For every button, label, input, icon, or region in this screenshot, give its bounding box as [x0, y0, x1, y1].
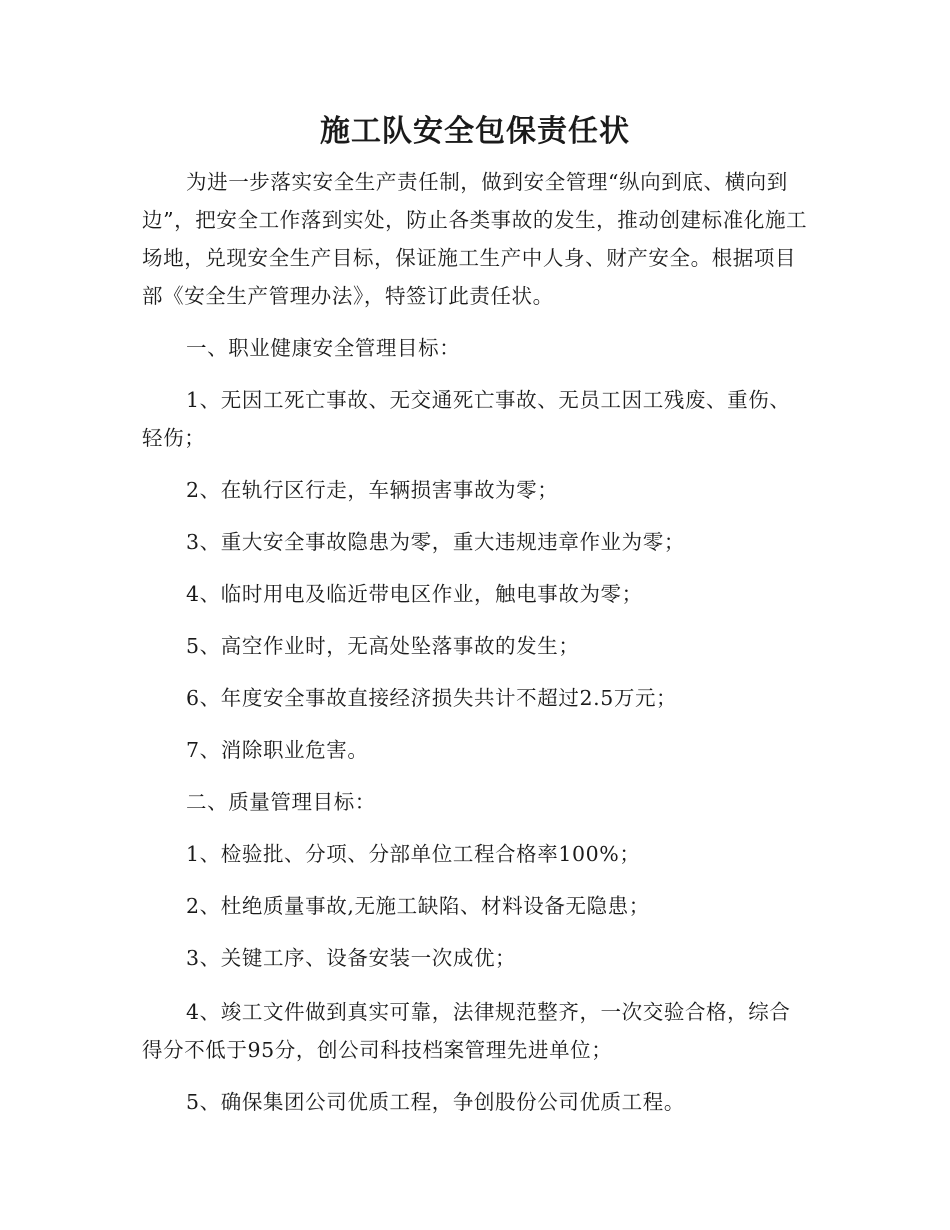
document-title: 施工队安全包保责任状 [320, 114, 630, 149]
section-heading-health-safety: 一、职业健康安全管理目标： [186, 336, 461, 360]
health-safety-item: 3、重大安全事故隐患为零，重大违规违章作业为零； [186, 530, 685, 554]
health-safety-item: 7、消除职业危害。 [186, 738, 369, 762]
health-safety-item: 1、无因工死亡事故、无交通死亡事故、无员工因工残废、重伤、轻伤； [142, 388, 791, 450]
section-heading-quality: 二、质量管理目标： [186, 790, 376, 814]
quality-item: 1、检验批、分项、分部单位工程合格率100%； [186, 842, 641, 866]
quality-item: 2、杜绝质量事故,无施工缺陷、材料设备无隐患； [186, 894, 650, 918]
health-safety-item: 6、年度安全事故直接经济损失共计不超过2.5万元； [186, 686, 678, 710]
quality-item: 3、关键工序、设备安装一次成优； [186, 946, 517, 970]
health-safety-item: 2、在轨行区行走，车辆损害事故为零； [186, 478, 559, 502]
quality-item: 4、竣工文件做到真实可靠，法律规范整齐，一次交验合格，综合得分不低于95分，创公司科技档案管理先进单位； [142, 1000, 791, 1062]
health-safety-item: 4、临时用电及临近带电区作业，触电事故为零； [186, 582, 643, 606]
health-safety-item: 5、高空作业时，无高处坠落事故的发生； [186, 634, 580, 658]
intro-paragraph: 为进一步落实安全生产责任制，做到安全管理“纵向到底、横向到边”，把安全工作落到实处，防止各类事故的发生，推动创建标准化施工场地，兑现安全生产目标，保证施工生产中人身、财产安全。根据项目部《安全生产管理办法》，特签订此责任状。 [142, 170, 808, 308]
quality-item: 5、确保集团公司优质工程，争创股份公司优质工程。 [186, 1090, 685, 1114]
